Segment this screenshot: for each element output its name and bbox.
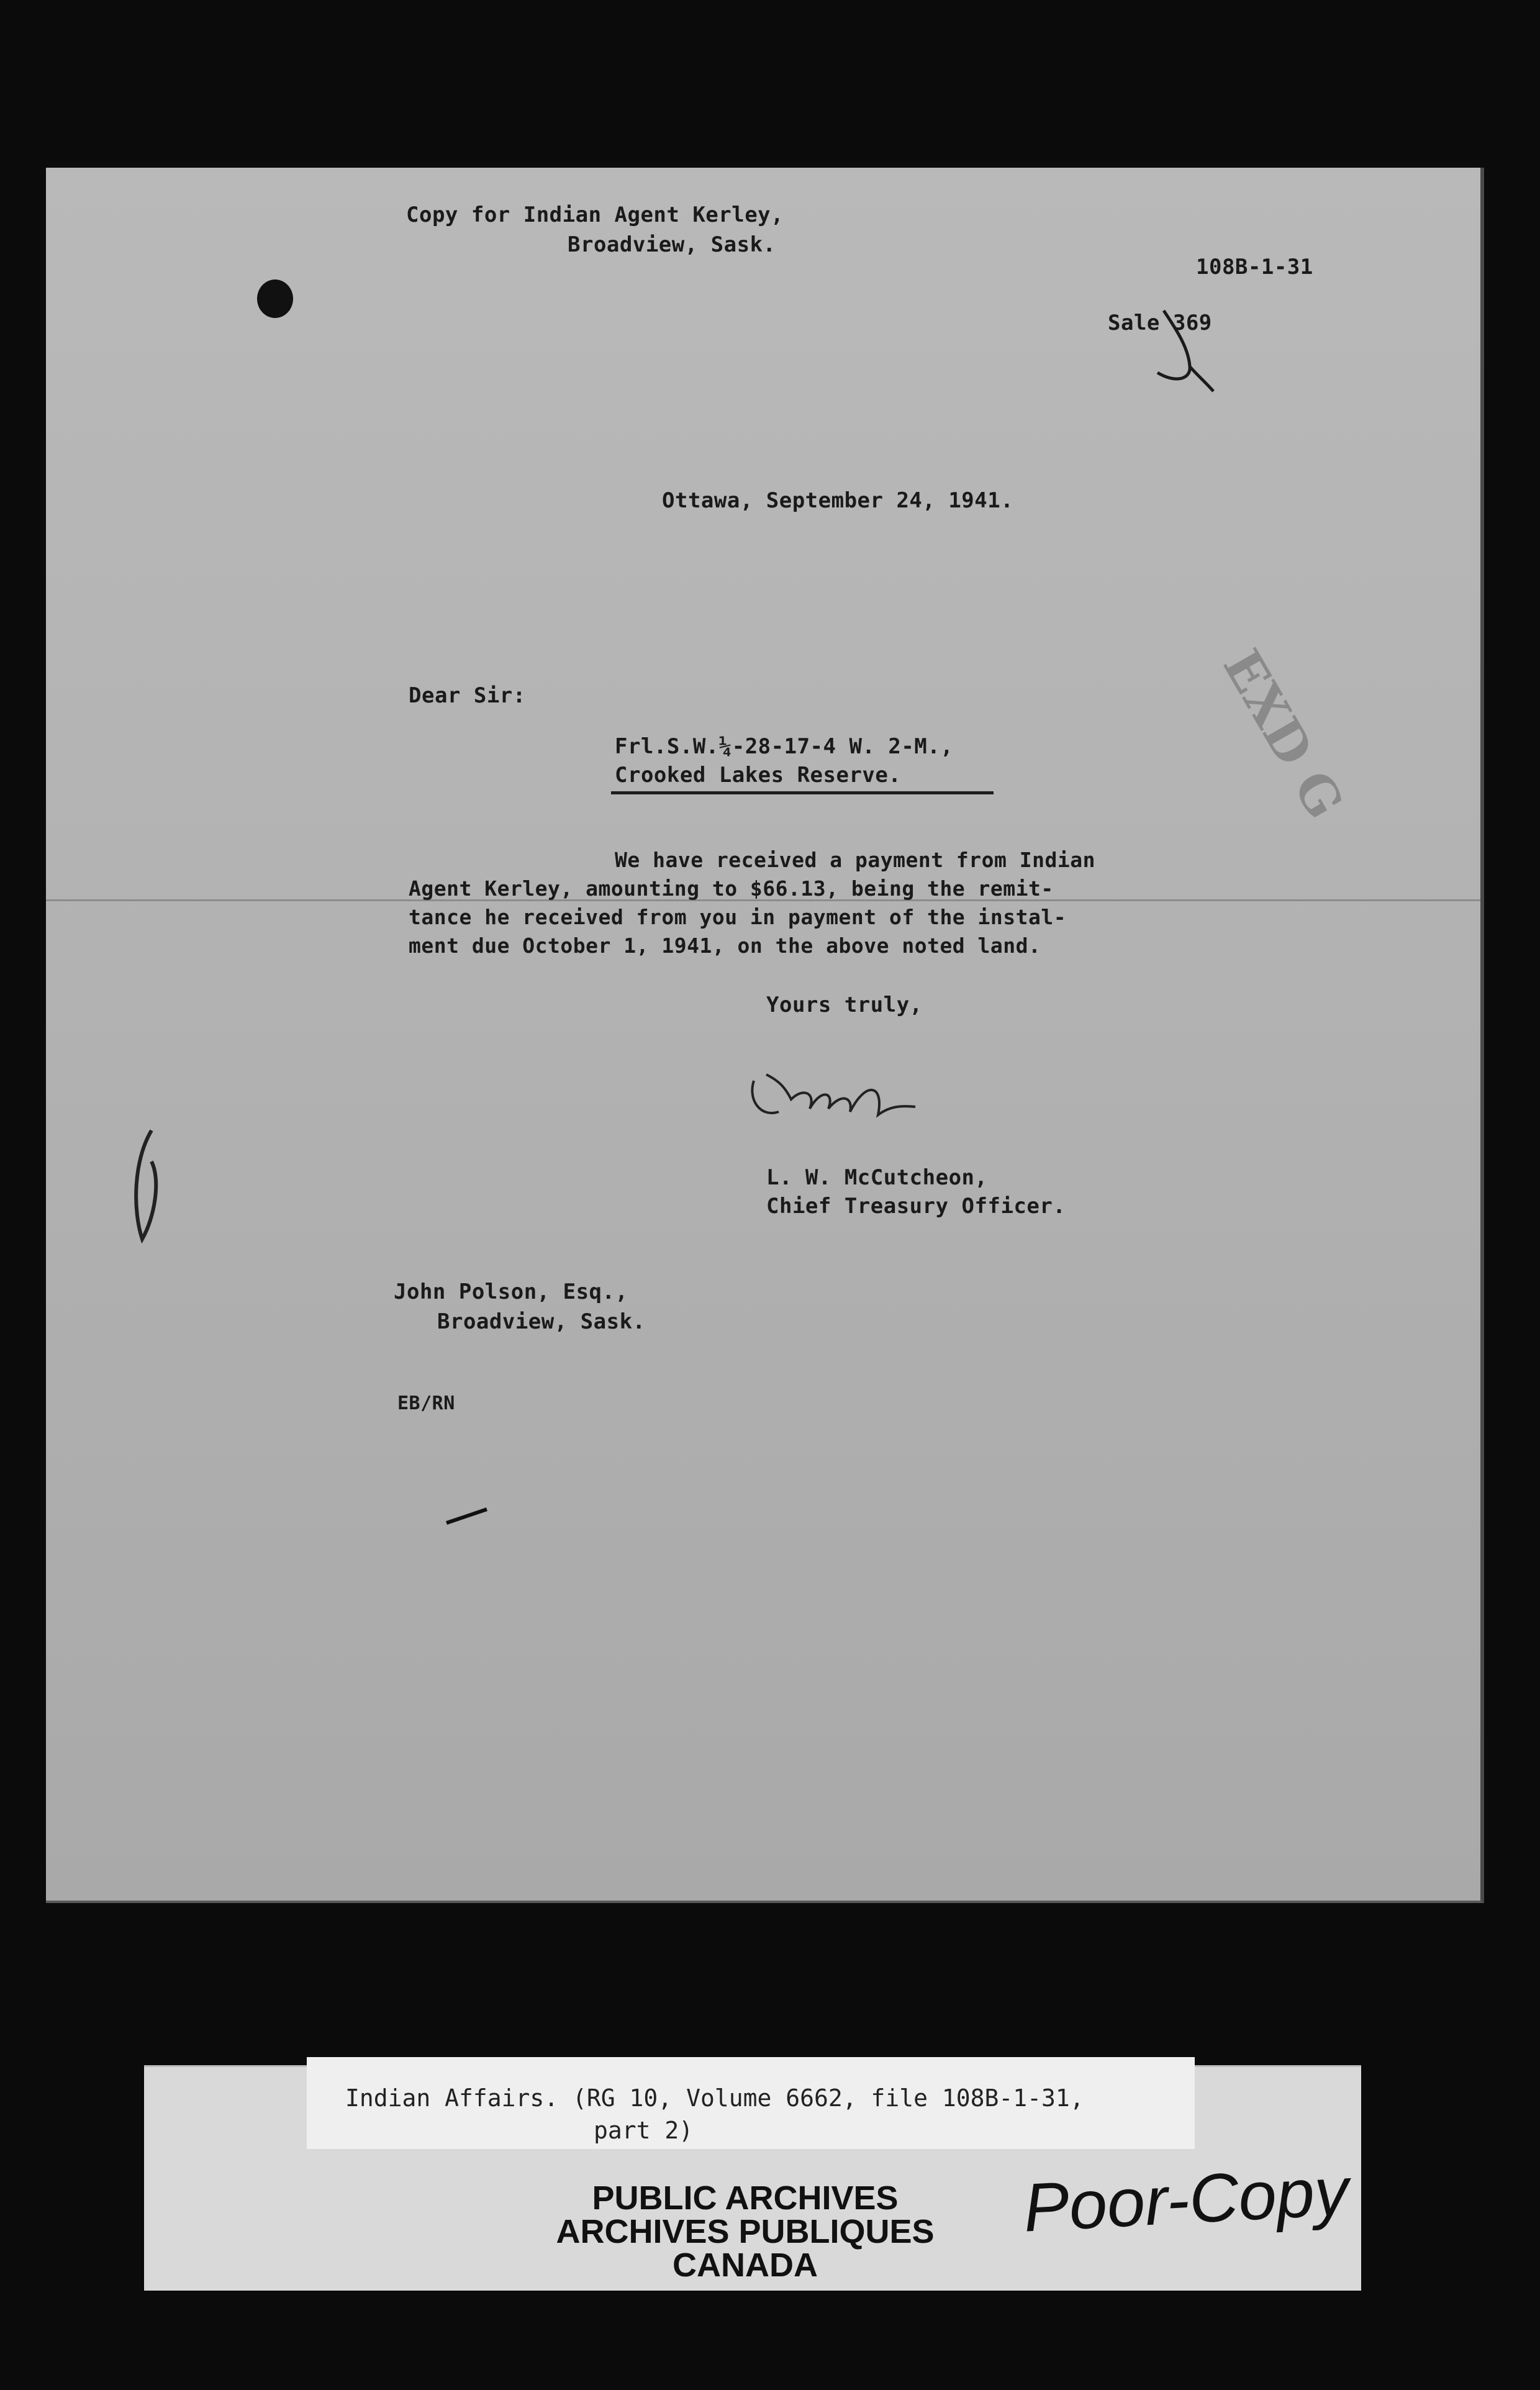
archive-reference-line-2: part 2): [594, 2117, 694, 2144]
handwritten-mark: [1151, 304, 1220, 404]
addressee-line-2: Broadview, Sask.: [437, 1309, 646, 1334]
signer-title: Chief Treasury Officer.: [766, 1194, 1066, 1219]
body-line-2: Agent Kerley, amounting to $66.13, being the remit-: [409, 876, 1054, 901]
sale-reference: Sale 369: [1108, 311, 1212, 335]
typist-initials: EB/RN: [397, 1393, 455, 1414]
archives-line-3: CANADA: [673, 2247, 818, 2284]
closing: Yours truly,: [766, 993, 923, 1017]
file-reference: 108B-1-31: [1196, 255, 1313, 279]
archive-reference: [345, 2082, 1084, 2147]
archive-reference-line-1: Indian Affairs. (RG 10, Volume 6662, file 108B-1-31,: [345, 2084, 1084, 2112]
addressee-line-1: John Polson, Esq.,: [394, 1279, 628, 1304]
body-line-1: We have received a payment from Indian: [615, 848, 1095, 872]
body-line-3: tance he received from you in payment of the instal-: [409, 905, 1067, 929]
archives-stamp: [534, 2181, 956, 2282]
subject-line-2: Crooked Lakes Reserve.: [615, 763, 902, 788]
signer-name: L. W. McCutcheon,: [766, 1165, 988, 1190]
margin-pencil-mark: [127, 1124, 170, 1248]
ink-blot: [257, 279, 293, 318]
archives-line-1: PUBLIC ARCHIVES: [592, 2179, 899, 2217]
archives-line-2: ARCHIVES PUBLIQUES: [556, 2213, 935, 2250]
received-stamp: EXD G: [1211, 640, 1355, 829]
body-line-4: ment due October 1, 1941, on the above noted land.: [409, 934, 1041, 958]
subject-line-1: Frl.S.W.¼-28-17-4 W. 2-M.,: [615, 734, 954, 759]
letter-page: [46, 168, 1484, 1903]
subject-underline: [611, 791, 994, 794]
pencil-dash: [443, 1503, 493, 1528]
signature: [741, 1062, 928, 1130]
dateline: Ottawa, September 24, 1941.: [662, 488, 1014, 513]
salutation: Dear Sir:: [409, 683, 526, 708]
poor-copy-note: Poor-Copy: [1021, 2153, 1351, 2247]
copy-line-1: Copy for Indian Agent Kerley,: [406, 202, 784, 227]
copy-line-2: Broadview, Sask.: [568, 232, 776, 257]
